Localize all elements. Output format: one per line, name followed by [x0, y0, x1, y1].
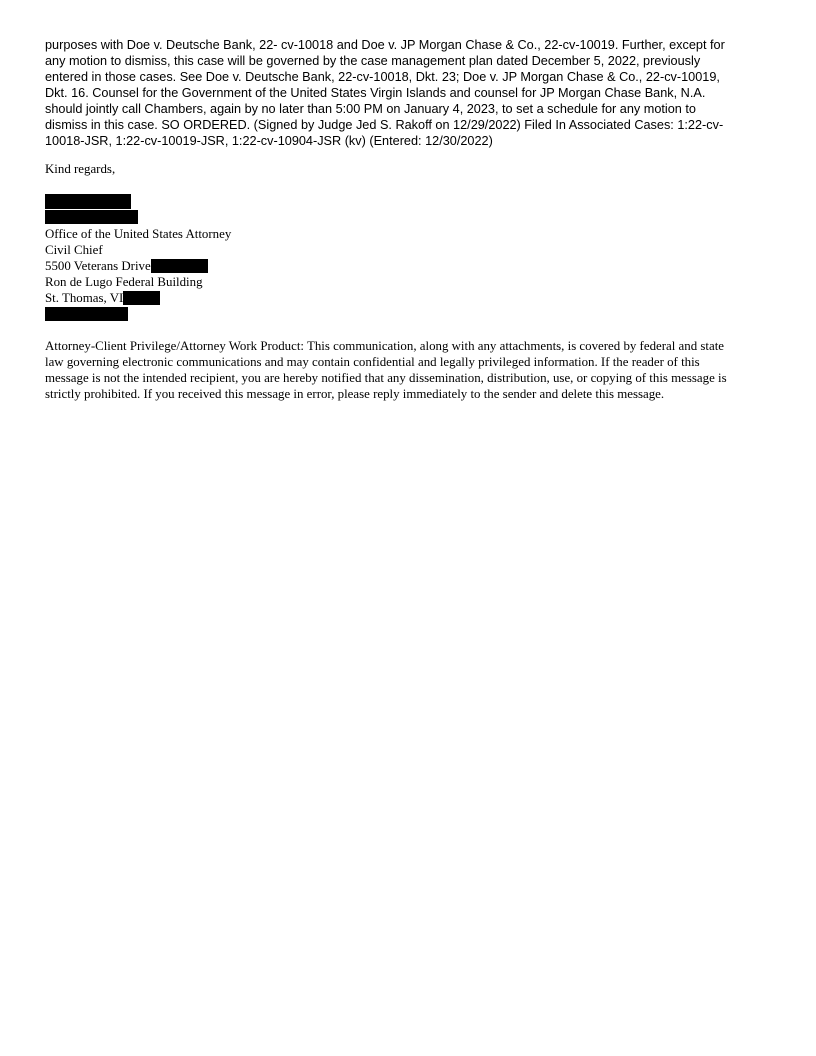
redaction-name	[45, 194, 131, 209]
signature-block	[45, 194, 445, 322]
redaction-address	[151, 259, 208, 273]
signature-role: Civil Chief	[45, 243, 103, 257]
redaction-phone	[45, 307, 128, 321]
signature-title-row	[45, 210, 445, 226]
greeting: Kind regards,	[45, 162, 116, 176]
redaction-zip	[123, 291, 160, 305]
signature-city-row	[45, 290, 445, 306]
confidentiality-disclaimer: Attorney-Client Privilege/Attorney Work Product: This communication, along with any attachments, is covered by federal and state law governing electronic communications and may contain confidential and legally privileged information. If the reader of this message is not the intended recipient, you are hereby notified that any dissemination, distribution, use, or copying of this message is strictly prohibited. If you received this message in error, please reply immediately to the sender and delete this message.	[45, 339, 727, 401]
signature-address-row	[45, 258, 445, 274]
signature-phone-row	[45, 306, 445, 322]
docket-order-text: purposes with Doe v. Deutsche Bank, 22- cv-10018 and Doe v. JP Morgan Chase & Co., 22-cv-10019. Further, except for any motion to dismiss, this case will be governed by the case management plan dated December 5, 2022, previously entered in those cases. See Doe v. Deutsche Bank, 22-cv-10018, Dkt. 23; Doe v. JP Morgan Chase & Co., 22-cv-10019, Dkt. 16. Counsel for the Government of the United States Virgin Islands and counsel for JP Morgan Chase Bank, N.A. should jointly call Chambers, again by no later than 5:00 PM on January 4, 2023, to set a schedule for any motion to dismiss in this case. SO ORDERED. (Signed by Judge Jed S. Rakoff on 12/29/2022) Filed In Associated Cases: 1:22-cv- 10018-JSR, 1:22-cv-10019-JSR, 1:22-cv-10904-JSR (kv) (Entered: 12/30/2022)	[45, 38, 725, 148]
signature-building: Ron de Lugo Federal Building	[45, 275, 203, 289]
signature-address-line1: 5500 Veterans Drive	[45, 259, 151, 273]
signature-office: Office of the United States Attorney	[45, 227, 232, 241]
redaction-title	[45, 210, 138, 224]
signature-name-row	[45, 194, 445, 210]
signature-city: St. Thomas, VI	[45, 291, 124, 305]
